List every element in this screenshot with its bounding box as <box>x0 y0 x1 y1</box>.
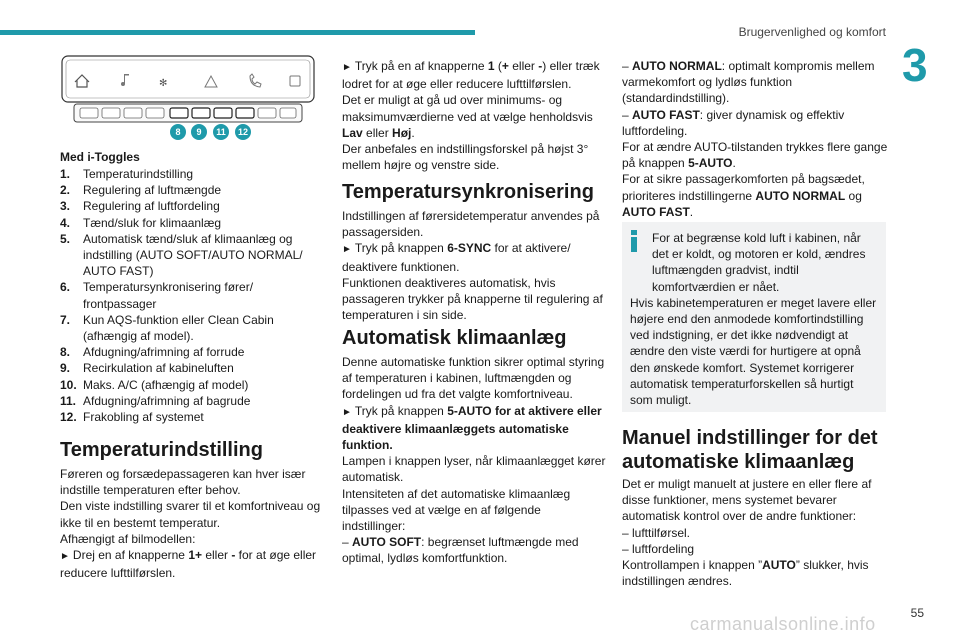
list-item <box>60 344 325 360</box>
list-item-text: Regulering af luftmængde <box>83 183 222 198</box>
list-item-text: Tænd/sluk for klimaanlæg <box>83 215 222 230</box>
paragraph: Der anbefales en indstillingsforskel på højst 3° mellem højre og venstre side. <box>342 142 589 173</box>
list-item <box>60 360 325 376</box>
list-item-number: 4. <box>60 215 71 230</box>
paragraph: ► Tryk på en af knapperne 1 (+ eller -) eller træk lodret for at øge eller reducere lufttilførslen. <box>342 59 600 92</box>
info-icon <box>628 230 640 252</box>
info-box <box>622 222 886 412</box>
paragraph: – AUTO NORMAL: optimalt kompromis mellem varmekomfort og lydløs funktion (standardindstilling). <box>622 59 875 106</box>
list-item <box>60 166 325 182</box>
page-number: 55 <box>910 606 924 620</box>
header-accent-bar <box>0 30 475 35</box>
svg-text:✻: ✻ <box>159 78 168 89</box>
list-item-number: 3. <box>60 199 71 214</box>
list-item-text: Maks. A/C (afhængig af model) <box>83 377 249 392</box>
climate-panel-figure <box>60 52 318 144</box>
paragraph: ► Tryk på knappen 6-SYNC for at aktivere/ deaktivere funktionen. <box>342 241 571 274</box>
list-item-text: Regulering af luftfordeling <box>83 199 220 214</box>
list-item-number: 2. <box>60 183 71 198</box>
list-item <box>60 377 325 393</box>
arrow-bullet-icon: ► <box>342 244 352 256</box>
list-item-text: Frakobling af systemet <box>83 410 204 425</box>
list-item <box>60 198 325 214</box>
list-item-text: Afdugning/afrimning af forrude <box>83 345 245 360</box>
list-item-number: 8. <box>60 345 71 360</box>
list-item-text: Afdugning/afrimning af bagrude <box>83 393 251 408</box>
list-item <box>60 182 325 198</box>
list-item-text: Kun AQS-funktion eller Clean Cabin (afhængig af model). <box>83 312 274 344</box>
list-item-number: 11. <box>60 393 77 408</box>
list-label: Med i-Toggles <box>60 150 140 164</box>
paragraph: Det er muligt at gå ud over minimums- og maksimumværdierne ved at vælge henholdsvis Lav eller Høj. <box>342 93 593 140</box>
list-item-number: 5. <box>60 231 71 246</box>
heading-temperatursynkronisering: Temperatursynkronisering <box>342 181 594 203</box>
paragraph: Kontrollampen i knappen ”AUTO” slukker, hvis indstillingen ændres. <box>622 558 869 589</box>
control-list <box>60 166 325 425</box>
list-item-number: 9. <box>60 361 71 376</box>
list-item-text: Temperaturindstilling <box>83 167 194 181</box>
list-item <box>60 215 325 231</box>
callout-8-label: 8 <box>175 127 181 137</box>
list-item-number: 1. <box>60 167 71 181</box>
paragraph: Lampen i knappen lyser, når klimaanlægget kører automatisk. <box>342 454 606 485</box>
arrow-bullet-icon: ► <box>342 406 352 418</box>
paragraph: For at sikre passagerkomforten på bagsædet, prioriteres indstillingerne AUTO NORMAL og AUTO FAST. <box>622 172 865 219</box>
paragraph: Føreren og forsædepassageren kan hver især indstille temperaturen efter behov. <box>60 467 306 498</box>
paragraph: Denne automatiske funktion sikrer optimal styring af temperaturen i kabinen, luftmængden og fordelingen ud fra det valgte komfortniveau. <box>342 355 605 402</box>
paragraph: For at ændre AUTO-tilstanden trykkes flere gange på knappen 5-AUTO. <box>622 140 888 171</box>
paragraph: – lufttilførsel. <box>622 525 691 540</box>
paragraph: – luftfordeling <box>622 541 695 556</box>
list-item <box>60 409 325 425</box>
list-item <box>60 393 325 409</box>
list-item-text: Recirkulation af kabineluften <box>83 361 234 376</box>
paragraph: ► Drej en af knapperne 1+ eller - for at øge eller reducere lufttilførslen. <box>60 548 317 581</box>
fan-icon <box>159 78 167 89</box>
paragraph: Den viste indstilling svarer til et komfortniveau og ikke til en bestemt temperatur. <box>60 499 321 530</box>
page-header-title: Brugervenlighed og komfort <box>738 25 886 39</box>
callout-12-label: 12 <box>237 127 249 137</box>
watermark: carmanualsonline.info <box>690 614 876 634</box>
arrow-bullet-icon: ► <box>60 551 70 563</box>
paragraph: Det er muligt manuelt at justere en eller flere af disse funktioner, mens systemet bevarer automatisk kontrol over de andre funktioner: <box>622 477 872 524</box>
chapter-number: 3 <box>902 39 928 91</box>
list-item-number: 6. <box>60 280 71 295</box>
paragraph: – AUTO SOFT: begrænset luftmængde med optimal, lydløs komfortfunktion. <box>342 535 579 566</box>
paragraph: Indstillingen af førersidetemperatur anvendes på passagersiden. <box>342 209 600 240</box>
arrow-bullet-icon: ► <box>342 62 352 73</box>
info-paragraph: Hvis kabinetemperaturen er meget lavere eller højere end den anmodede komfortindstilling ved indstigning, er det ikke nødvendigt at ændre den viste værdi for hurtigere at opnå den ønskede komfort. Systemet korrigerer automatisk temperaturforskellen så hurtigt som muligt. <box>630 295 877 408</box>
list-item-text: Automatisk tænd/sluk af klimaanlæg og indstilling (AUTO SOFT/AUTO NORMAL/ AUTO FAST) <box>83 231 303 279</box>
callout-9-label: 9 <box>196 127 202 137</box>
callout-11-label: 11 <box>216 127 226 137</box>
list-item <box>60 231 325 280</box>
paragraph: – AUTO FAST: giver dynamisk og effektiv luftfordeling. <box>622 107 845 138</box>
heading-automatisk-klimaanlaeg: Automatisk klimaanlæg <box>342 327 567 349</box>
list-item-number: 10. <box>60 377 77 392</box>
list-item-number: 12. <box>60 410 77 425</box>
paragraph: Afhængigt af bilmodellen: <box>60 531 196 546</box>
heading-temperaturindstilling: Temperaturindstilling <box>60 439 263 461</box>
list-item-text: Temperatursynkronisering fører/ frontpassager <box>83 280 254 311</box>
info-paragraph: For at begrænse kold luft i kabinen, når det er koldt, og motoren er kold, ændres luftmængden gradvist, indtil komfortværdien er nået. <box>652 231 866 294</box>
paragraph: ► Tryk på knappen 5-AUTO for at aktivere eller deaktivere klimaanlæggets automatiske funktion. <box>342 403 602 453</box>
paragraph: Funktionen deaktiveres automatisk, hvis passageren trykker på knapperne til regulering af temperaturen i sin side. <box>342 275 603 323</box>
heading-manuel-indstillinger: Manuel indstillinger for det automatiske klimaanlæg <box>622 427 878 473</box>
list-item <box>60 279 325 311</box>
paragraph: Intensiteten af det automatiske klimaanlæg tilpasses ved at vælge en af følgende indstillinger: <box>342 486 571 534</box>
list-item <box>60 312 325 344</box>
list-item-number: 7. <box>60 312 71 327</box>
